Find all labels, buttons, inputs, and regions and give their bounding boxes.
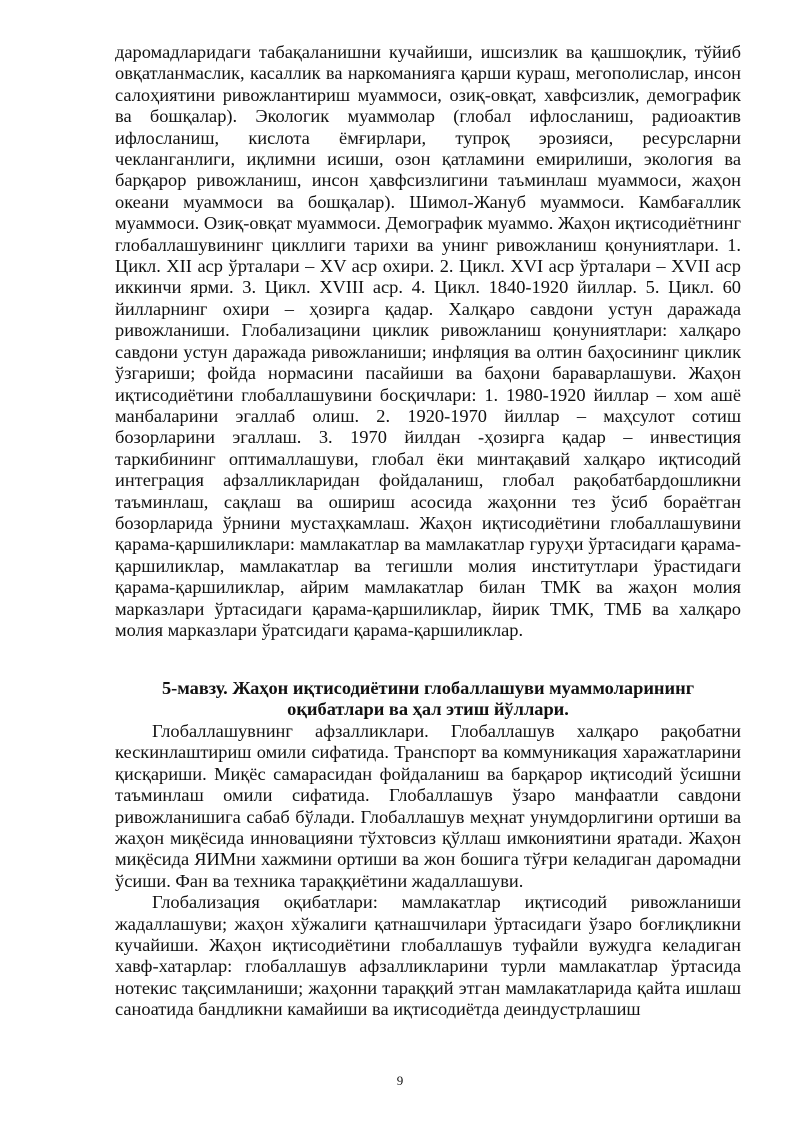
body-text-bottom: [115, 721, 741, 1021]
section-heading: [115, 678, 741, 721]
paragraph-consequences: Глобализация оқибатлари: мамлакатлар иқтисодий ривожланиши жадаллашуви; жаҳон хўжалиги қатнашчилари ўртасидаги ўзаро боғлиқликни кучайиши. Жаҳон иқтисодиётини глобаллашув туфайли вужудга келадиган хавф-хатарлар: глобаллашув афзалликларини турли мамлакатлар ўртасида нотекис тақсимланиши; жаҳонни тараққий этган мамлакатларида қайта ишлаш саноатида бандликни камайиши ва иқтисодиётда деиндустрлашиш: [115, 892, 741, 1020]
heading-line-2: оқибатлари ва ҳал этиш йўллари.: [287, 699, 569, 720]
body-text-top: [115, 42, 741, 641]
paragraph-advantages: Глобаллашувнинг афзалликлари. Глобаллашув халқаро рақобатни кескинлаштириш омили сифатида. Транспорт ва коммуникация харажатларини қисқариши. Миқёс самарасидан фойдаланиш ва барқарор иқтисодий ўсишни таъминлаш омили сифатида. Глобаллашув ўзаро манфаатли савдони ривожланишига сабаб бўлади. Глобаллашув меҳнат унумдорлигини ортиши ва жаҳон миқёсида инновацияни тўхтовсиз қўллаш имкониятини яратади. Жаҳон миқёсида ЯИМни хажмини ортиши ва жон бошига тўғри келадиган даромадни ўсиши. Фан ва техника тараққиётини жадаллашуви.: [115, 721, 741, 891]
page-number: 9: [396, 1073, 404, 1088]
heading-line-1: 5-мавзу. Жаҳон иқтисодиётини глобаллашуви муаммоларининг: [161, 678, 695, 698]
paragraph-intro: даромадларидаги табақаланишни кучайиши, ишсизлик ва қашшоқлик, тўйиб овқатланмаслик, касаллик ва наркоманияга қарши кураш, мегополислар, инсон салоҳиятини ривожлантириш муаммоси, озиқ-овқат, хавфсизлик, демографик ва бошқалар). Экологик муаммолар (глобал ифлосланиш, радиоактив ифлосланиш, кислота ёмғирлари, тупроқ эрозияси, ресурсларни чекланганлиги, иқлимни исиши, озон қатламини емирилиши, экология ва барқарор ривожланиш, инсон ҳавфсизлигини таъминлаш муаммоси, жаҳон океани муаммоси ва бошқалар). Шимол-Жануб муаммоси. Камбағаллик муаммоси. Озиқ-овқат муаммоси. Демографик муаммо. Жаҳон иқтисодиётнинг глобаллашувининг цикллиги тарихи ва унинг ривожланиш қонуниятлари. 1. Цикл. XII аср ўрталари – XV аср охири. 2. Цикл. XVI аср ўрталари – XVII аср иккинчи ярми. 3. Цикл. XVIII аср. 4. Цикл. 1840-1920 йиллар. 5. Цикл. 60 йилларнинг охири – ҳозирга қадар. Халқаро савдони устун даражада ривожланиши. Глобализацини циклик ривожланиш қонуниятлари: халқаро савдони устун даражада ривожланиши; инфляция ва олтин баҳосининг циклик ўзгариши; фойда нормасини пасайиши ва баҳони бараварлашуви. Жаҳон иқтисодиётини глобаллашувини босқичлари: 1. 1980-1920 йиллар – хом ашё манбаларини эгаллаб олиш. 2. 1920-1970 йиллар – маҳсулот сотиш бозорларини эгаллаш. 3. 1970 йилдан -ҳозирга қадар – инвестиция таркибининг оптималлашуви, глобал ёки минтақавий халқаро иқтисодий интеграция афзалликларидан фойдаланиш, глобал рақобатбардошликни таъминлаш, сақлаш ва ошириш асосида жаҳонни тез ўсиб бораётган бозорларида ўрнини мустаҳкамлаш. Жаҳон иқтисодиётини глобаллашувини қарама-қаршиликлари: мамлакатлар ва мамлакатлар гуруҳи ўртасидаги қарама-қаршиликлар, мамлакатлар ва тегишли молия институтлари ўрастидаги қарама-қаршиликлар, айрим мамлакатлар билан ТМК ва жаҳон молия марказлари ўртасидаги қарама-қаршиликлар, йирик ТМК, ТМБ ва халқаро молия марказлари ўратсидаги қарама-қаршиликлар.: [115, 42, 741, 640]
